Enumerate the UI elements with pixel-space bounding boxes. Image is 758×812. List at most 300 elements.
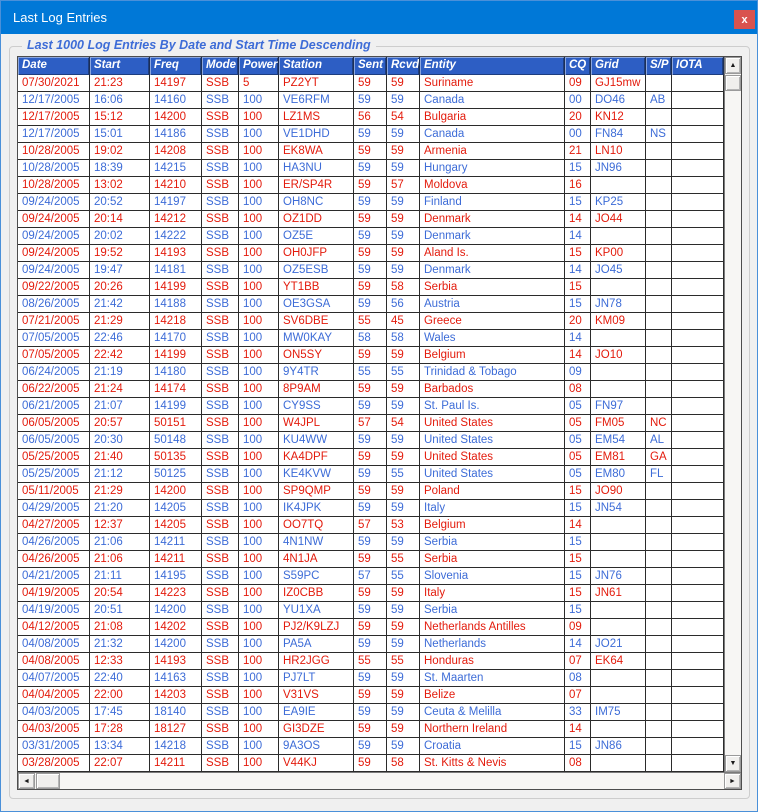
cell-iota bbox=[672, 330, 724, 346]
cell-start: 21:29 bbox=[90, 313, 150, 329]
cell-mode: SSB bbox=[202, 738, 239, 754]
cell-freq: 14203 bbox=[150, 687, 202, 703]
cell-rcvd: 58 bbox=[387, 330, 420, 346]
table-row[interactable] bbox=[18, 211, 724, 228]
cell-start: 21:07 bbox=[90, 398, 150, 414]
cell-date: 06/05/2005 bbox=[18, 415, 90, 431]
table-row[interactable] bbox=[18, 483, 724, 500]
cell-start: 17:28 bbox=[90, 721, 150, 737]
cell-entity: United States bbox=[420, 415, 565, 431]
cell-date: 06/24/2005 bbox=[18, 364, 90, 380]
cell-power: 100 bbox=[239, 449, 279, 465]
cell-freq: 14197 bbox=[150, 194, 202, 210]
cell-sp bbox=[646, 279, 672, 295]
cell-date: 04/04/2005 bbox=[18, 687, 90, 703]
table-row[interactable] bbox=[18, 721, 724, 738]
cell-entity: Ceuta & Melilla bbox=[420, 704, 565, 720]
cell-sent: 59 bbox=[354, 296, 387, 312]
cell-grid: IM75 bbox=[591, 704, 646, 720]
cell-grid: JN96 bbox=[591, 160, 646, 176]
column-header-sent[interactable]: Sent bbox=[354, 57, 387, 75]
cell-power: 100 bbox=[239, 653, 279, 669]
table-row[interactable] bbox=[18, 551, 724, 568]
cell-date: 04/19/2005 bbox=[18, 602, 90, 618]
cell-grid: KN12 bbox=[591, 109, 646, 125]
column-header-date[interactable]: Date bbox=[18, 57, 90, 75]
cell-cq: 15 bbox=[565, 500, 591, 516]
cell-entity: Wales bbox=[420, 330, 565, 346]
table-row[interactable] bbox=[18, 415, 724, 432]
cell-sent: 59 bbox=[354, 262, 387, 278]
cell-date: 09/24/2005 bbox=[18, 245, 90, 261]
cell-iota bbox=[672, 653, 724, 669]
column-header-grid[interactable]: Grid bbox=[591, 57, 646, 75]
table-row[interactable] bbox=[18, 364, 724, 381]
cell-grid: EM80 bbox=[591, 466, 646, 482]
table-row[interactable] bbox=[18, 653, 724, 670]
cell-mode: SSB bbox=[202, 619, 239, 635]
cell-station: V44KJ bbox=[279, 755, 354, 771]
cell-sent: 59 bbox=[354, 211, 387, 227]
table-row[interactable] bbox=[18, 534, 724, 551]
cell-iota bbox=[672, 755, 724, 771]
log-entries-groupbox bbox=[9, 38, 750, 799]
column-header-start[interactable]: Start bbox=[90, 57, 150, 75]
cell-sp bbox=[646, 177, 672, 193]
cell-cq: 15 bbox=[565, 279, 591, 295]
cell-mode: SSB bbox=[202, 653, 239, 669]
close-icon: x bbox=[741, 13, 748, 26]
cell-freq: 14205 bbox=[150, 517, 202, 533]
cell-cq: 00 bbox=[565, 92, 591, 108]
cell-entity: Slovenia bbox=[420, 568, 565, 584]
table-row[interactable] bbox=[18, 177, 724, 194]
cell-entity: Austria bbox=[420, 296, 565, 312]
scroll-right-button[interactable] bbox=[724, 773, 741, 789]
column-header-iota[interactable]: IOTA bbox=[672, 57, 724, 75]
cell-date: 04/19/2005 bbox=[18, 585, 90, 601]
cell-sent: 59 bbox=[354, 534, 387, 550]
cell-grid: JN76 bbox=[591, 568, 646, 584]
table-row[interactable] bbox=[18, 194, 724, 211]
cell-rcvd: 54 bbox=[387, 415, 420, 431]
cell-grid: FN84 bbox=[591, 126, 646, 142]
cell-date: 04/08/2005 bbox=[18, 636, 90, 652]
table-row[interactable] bbox=[18, 109, 724, 126]
table-row[interactable] bbox=[18, 466, 724, 483]
cell-sp bbox=[646, 143, 672, 159]
cell-mode: SSB bbox=[202, 398, 239, 414]
cell-cq: 14 bbox=[565, 262, 591, 278]
cell-cq: 05 bbox=[565, 466, 591, 482]
cell-sent: 59 bbox=[354, 704, 387, 720]
cell-grid bbox=[591, 670, 646, 686]
cell-grid bbox=[591, 619, 646, 635]
cell-entity: Croatia bbox=[420, 738, 565, 754]
cell-cq: 05 bbox=[565, 415, 591, 431]
cell-iota bbox=[672, 687, 724, 703]
cell-power: 100 bbox=[239, 279, 279, 295]
cell-date: 07/05/2005 bbox=[18, 347, 90, 363]
cell-freq: 14218 bbox=[150, 313, 202, 329]
table-header-row bbox=[18, 57, 724, 75]
table-row[interactable] bbox=[18, 602, 724, 619]
cell-sent: 59 bbox=[354, 738, 387, 754]
cell-start: 20:54 bbox=[90, 585, 150, 601]
cell-mode: SSB bbox=[202, 517, 239, 533]
cell-sp bbox=[646, 704, 672, 720]
cell-iota bbox=[672, 585, 724, 601]
cell-mode: SSB bbox=[202, 415, 239, 431]
cell-mode: SSB bbox=[202, 313, 239, 329]
cell-sent: 59 bbox=[354, 602, 387, 618]
cell-station: ON5SY bbox=[279, 347, 354, 363]
column-header-station[interactable]: Station bbox=[279, 57, 354, 75]
table-row[interactable] bbox=[18, 92, 724, 109]
cell-power: 100 bbox=[239, 568, 279, 584]
table-row[interactable] bbox=[18, 126, 724, 143]
scroll-down-button[interactable] bbox=[725, 755, 741, 772]
cell-mode: SSB bbox=[202, 551, 239, 567]
cell-station: OE3GSA bbox=[279, 296, 354, 312]
cell-power: 100 bbox=[239, 398, 279, 414]
cell-start: 21:40 bbox=[90, 449, 150, 465]
cell-rcvd: 59 bbox=[387, 228, 420, 244]
close-button[interactable] bbox=[734, 10, 755, 29]
cell-start: 22:46 bbox=[90, 330, 150, 346]
cell-date: 06/21/2005 bbox=[18, 398, 90, 414]
column-header-mode[interactable]: Mode bbox=[202, 57, 239, 75]
cell-start: 20:57 bbox=[90, 415, 150, 431]
cell-sp bbox=[646, 755, 672, 771]
cell-grid: JO45 bbox=[591, 262, 646, 278]
cell-iota bbox=[672, 143, 724, 159]
cell-date: 05/11/2005 bbox=[18, 483, 90, 499]
cell-station: EA9IE bbox=[279, 704, 354, 720]
cell-date: 04/03/2005 bbox=[18, 721, 90, 737]
cell-station: PJ2/K9LZJ bbox=[279, 619, 354, 635]
table-row[interactable] bbox=[18, 619, 724, 636]
cell-freq: 50151 bbox=[150, 415, 202, 431]
cell-mode: SSB bbox=[202, 330, 239, 346]
cell-station: 4N1JA bbox=[279, 551, 354, 567]
cell-freq: 14193 bbox=[150, 653, 202, 669]
cell-rcvd: 59 bbox=[387, 602, 420, 618]
cell-cq: 14 bbox=[565, 228, 591, 244]
cell-start: 16:06 bbox=[90, 92, 150, 108]
cell-power: 100 bbox=[239, 92, 279, 108]
cell-start: 20:14 bbox=[90, 211, 150, 227]
horizontal-scroll-thumb[interactable] bbox=[36, 773, 60, 789]
cell-power: 100 bbox=[239, 228, 279, 244]
table-row[interactable] bbox=[18, 330, 724, 347]
cell-sent: 59 bbox=[354, 687, 387, 703]
cell-station: KU4WW bbox=[279, 432, 354, 448]
table-row[interactable] bbox=[18, 568, 724, 585]
cell-entity: Trinidad & Tobago bbox=[420, 364, 565, 380]
cell-cq: 15 bbox=[565, 602, 591, 618]
column-header-power[interactable]: Power bbox=[239, 57, 279, 75]
cell-iota bbox=[672, 432, 724, 448]
cell-sent: 59 bbox=[354, 721, 387, 737]
column-header-entity[interactable]: Entity bbox=[420, 57, 565, 75]
cell-start: 21:19 bbox=[90, 364, 150, 380]
table-row[interactable] bbox=[18, 636, 724, 653]
cell-station: VE1DHD bbox=[279, 126, 354, 142]
cell-mode: SSB bbox=[202, 602, 239, 618]
cell-entity: St. Kitts & Nevis bbox=[420, 755, 565, 771]
cell-mode: SSB bbox=[202, 670, 239, 686]
cell-iota bbox=[672, 568, 724, 584]
cell-sent: 59 bbox=[354, 449, 387, 465]
cell-date: 10/28/2005 bbox=[18, 177, 90, 193]
cell-cq: 15 bbox=[565, 160, 591, 176]
column-header-rcvd[interactable]: Rcvd bbox=[387, 57, 420, 75]
cell-sp bbox=[646, 534, 672, 550]
cell-power: 100 bbox=[239, 551, 279, 567]
table-row[interactable] bbox=[18, 245, 724, 262]
cell-station: OO7TQ bbox=[279, 517, 354, 533]
cell-mode: SSB bbox=[202, 296, 239, 312]
table-row[interactable] bbox=[18, 262, 724, 279]
column-header-cq[interactable]: CQ bbox=[565, 57, 591, 75]
cell-rcvd: 59 bbox=[387, 92, 420, 108]
cell-power: 100 bbox=[239, 143, 279, 159]
cell-mode: SSB bbox=[202, 534, 239, 550]
cell-date: 09/22/2005 bbox=[18, 279, 90, 295]
cell-iota bbox=[672, 211, 724, 227]
cell-station: MW0KAY bbox=[279, 330, 354, 346]
cell-rcvd: 57 bbox=[387, 177, 420, 193]
cell-freq: 14170 bbox=[150, 330, 202, 346]
cell-power: 100 bbox=[239, 602, 279, 618]
cell-cq: 07 bbox=[565, 653, 591, 669]
cell-iota bbox=[672, 313, 724, 329]
cell-start: 21:08 bbox=[90, 619, 150, 635]
cell-cq: 14 bbox=[565, 636, 591, 652]
cell-start: 17:45 bbox=[90, 704, 150, 720]
cell-freq: 14193 bbox=[150, 245, 202, 261]
cell-rcvd: 59 bbox=[387, 619, 420, 635]
cell-mode: SSB bbox=[202, 126, 239, 142]
cell-iota bbox=[672, 75, 724, 91]
cell-iota bbox=[672, 228, 724, 244]
cell-entity: St. Maarten bbox=[420, 670, 565, 686]
horizontal-scrollbar[interactable] bbox=[18, 772, 741, 789]
cell-entity: St. Paul Is. bbox=[420, 398, 565, 414]
table-row[interactable] bbox=[18, 585, 724, 602]
cell-date: 04/26/2005 bbox=[18, 534, 90, 550]
horizontal-scroll-track[interactable] bbox=[60, 773, 724, 789]
cell-iota bbox=[672, 534, 724, 550]
cell-power: 100 bbox=[239, 500, 279, 516]
table-row[interactable] bbox=[18, 670, 724, 687]
cell-grid: EM54 bbox=[591, 432, 646, 448]
cell-entity: Netherlands Antilles bbox=[420, 619, 565, 635]
table-row[interactable] bbox=[18, 381, 724, 398]
cell-freq: 50125 bbox=[150, 466, 202, 482]
cell-freq: 14218 bbox=[150, 738, 202, 754]
cell-grid bbox=[591, 687, 646, 703]
cell-rcvd: 59 bbox=[387, 449, 420, 465]
cell-entity: Belize bbox=[420, 687, 565, 703]
vertical-scroll-track[interactable] bbox=[725, 91, 741, 755]
cell-mode: SSB bbox=[202, 160, 239, 176]
cell-freq: 50148 bbox=[150, 432, 202, 448]
cell-station: OZ1DD bbox=[279, 211, 354, 227]
cell-cq: 14 bbox=[565, 517, 591, 533]
cell-freq: 14160 bbox=[150, 92, 202, 108]
cell-mode: SSB bbox=[202, 279, 239, 295]
cell-sent: 57 bbox=[354, 568, 387, 584]
cell-entity: Belgium bbox=[420, 517, 565, 533]
cell-power: 100 bbox=[239, 432, 279, 448]
cell-sp bbox=[646, 517, 672, 533]
cell-power: 100 bbox=[239, 721, 279, 737]
table-row[interactable] bbox=[18, 398, 724, 415]
cell-freq: 14188 bbox=[150, 296, 202, 312]
cell-rcvd: 59 bbox=[387, 721, 420, 737]
cell-sent: 59 bbox=[354, 279, 387, 295]
cell-station: 9Y4TR bbox=[279, 364, 354, 380]
table-row[interactable] bbox=[18, 279, 724, 296]
cell-start: 21:29 bbox=[90, 483, 150, 499]
table-row[interactable] bbox=[18, 432, 724, 449]
cell-date: 04/27/2005 bbox=[18, 517, 90, 533]
table-row[interactable] bbox=[18, 347, 724, 364]
cell-iota bbox=[672, 738, 724, 754]
cell-cq: 15 bbox=[565, 194, 591, 210]
cell-freq: 50135 bbox=[150, 449, 202, 465]
cell-date: 07/05/2005 bbox=[18, 330, 90, 346]
cell-power: 100 bbox=[239, 313, 279, 329]
cell-sp: GA bbox=[646, 449, 672, 465]
cell-grid: KP00 bbox=[591, 245, 646, 261]
cell-entity: Denmark bbox=[420, 211, 565, 227]
cell-freq: 14174 bbox=[150, 381, 202, 397]
cell-date: 06/22/2005 bbox=[18, 381, 90, 397]
cell-freq: 14181 bbox=[150, 262, 202, 278]
cell-entity: Armenia bbox=[420, 143, 565, 159]
table-row[interactable] bbox=[18, 313, 724, 330]
cell-power: 100 bbox=[239, 687, 279, 703]
cell-iota bbox=[672, 670, 724, 686]
cell-cq: 00 bbox=[565, 126, 591, 142]
cell-rcvd: 56 bbox=[387, 296, 420, 312]
cell-cq: 15 bbox=[565, 738, 591, 754]
cell-iota bbox=[672, 500, 724, 516]
column-header-freq[interactable]: Freq bbox=[150, 57, 202, 75]
cell-station: IK4JPK bbox=[279, 500, 354, 516]
cell-power: 100 bbox=[239, 517, 279, 533]
table-row[interactable] bbox=[18, 75, 724, 92]
cell-grid bbox=[591, 755, 646, 771]
cell-entity: United States bbox=[420, 449, 565, 465]
table-row[interactable] bbox=[18, 738, 724, 755]
cell-grid bbox=[591, 534, 646, 550]
cell-start: 18:39 bbox=[90, 160, 150, 176]
scroll-up-button[interactable] bbox=[725, 57, 741, 74]
cell-power: 100 bbox=[239, 194, 279, 210]
cell-grid bbox=[591, 517, 646, 533]
cell-entity: Denmark bbox=[420, 262, 565, 278]
table-row[interactable] bbox=[18, 160, 724, 177]
cell-rcvd: 59 bbox=[387, 143, 420, 159]
cell-entity: Italy bbox=[420, 585, 565, 601]
cell-station: 4N1NW bbox=[279, 534, 354, 550]
table-row[interactable] bbox=[18, 755, 724, 772]
column-header-sp[interactable]: S/P bbox=[646, 57, 672, 75]
cell-grid: JO10 bbox=[591, 347, 646, 363]
cell-iota bbox=[672, 381, 724, 397]
cell-entity: Canada bbox=[420, 126, 565, 142]
cell-freq: 14211 bbox=[150, 534, 202, 550]
cell-rcvd: 59 bbox=[387, 126, 420, 142]
cell-date: 12/17/2005 bbox=[18, 109, 90, 125]
cell-cq: 15 bbox=[565, 551, 591, 567]
cell-rcvd: 59 bbox=[387, 245, 420, 261]
cell-freq: 14186 bbox=[150, 126, 202, 142]
cell-iota bbox=[672, 92, 724, 108]
table-row[interactable] bbox=[18, 517, 724, 534]
cell-entity: Greece bbox=[420, 313, 565, 329]
table-row[interactable] bbox=[18, 228, 724, 245]
cell-power: 100 bbox=[239, 347, 279, 363]
title-bar[interactable] bbox=[1, 1, 757, 34]
cell-sent: 57 bbox=[354, 517, 387, 533]
cell-freq: 14195 bbox=[150, 568, 202, 584]
table-row[interactable] bbox=[18, 449, 724, 466]
cell-grid: JN86 bbox=[591, 738, 646, 754]
scroll-left-button[interactable] bbox=[18, 773, 35, 789]
cell-cq: 21 bbox=[565, 143, 591, 159]
cell-date: 04/26/2005 bbox=[18, 551, 90, 567]
table-row[interactable] bbox=[18, 704, 724, 721]
table-row[interactable] bbox=[18, 687, 724, 704]
table-row[interactable] bbox=[18, 296, 724, 313]
cell-iota bbox=[672, 177, 724, 193]
cell-iota bbox=[672, 364, 724, 380]
cell-freq: 14211 bbox=[150, 551, 202, 567]
cell-power: 100 bbox=[239, 585, 279, 601]
cell-power: 5 bbox=[239, 75, 279, 91]
cell-mode: SSB bbox=[202, 568, 239, 584]
cell-date: 04/03/2005 bbox=[18, 704, 90, 720]
cell-entity: Serbia bbox=[420, 602, 565, 618]
cell-station: 8P9AM bbox=[279, 381, 354, 397]
cell-sent: 59 bbox=[354, 126, 387, 142]
cell-entity: Northern Ireland bbox=[420, 721, 565, 737]
cell-mode: SSB bbox=[202, 432, 239, 448]
cell-station: OH8NC bbox=[279, 194, 354, 210]
cell-grid: JO21 bbox=[591, 636, 646, 652]
cell-start: 20:30 bbox=[90, 432, 150, 448]
vertical-scrollbar[interactable] bbox=[724, 57, 741, 772]
cell-rcvd: 59 bbox=[387, 398, 420, 414]
cell-sent: 59 bbox=[354, 619, 387, 635]
table-row[interactable] bbox=[18, 500, 724, 517]
table-row[interactable] bbox=[18, 143, 724, 160]
cell-mode: SSB bbox=[202, 721, 239, 737]
vertical-scroll-thumb[interactable] bbox=[725, 75, 741, 91]
cell-power: 100 bbox=[239, 177, 279, 193]
cell-grid: JN54 bbox=[591, 500, 646, 516]
cell-date: 04/08/2005 bbox=[18, 653, 90, 669]
cell-grid bbox=[591, 551, 646, 567]
cell-sent: 59 bbox=[354, 466, 387, 482]
cell-grid: EM81 bbox=[591, 449, 646, 465]
cell-rcvd: 59 bbox=[387, 670, 420, 686]
